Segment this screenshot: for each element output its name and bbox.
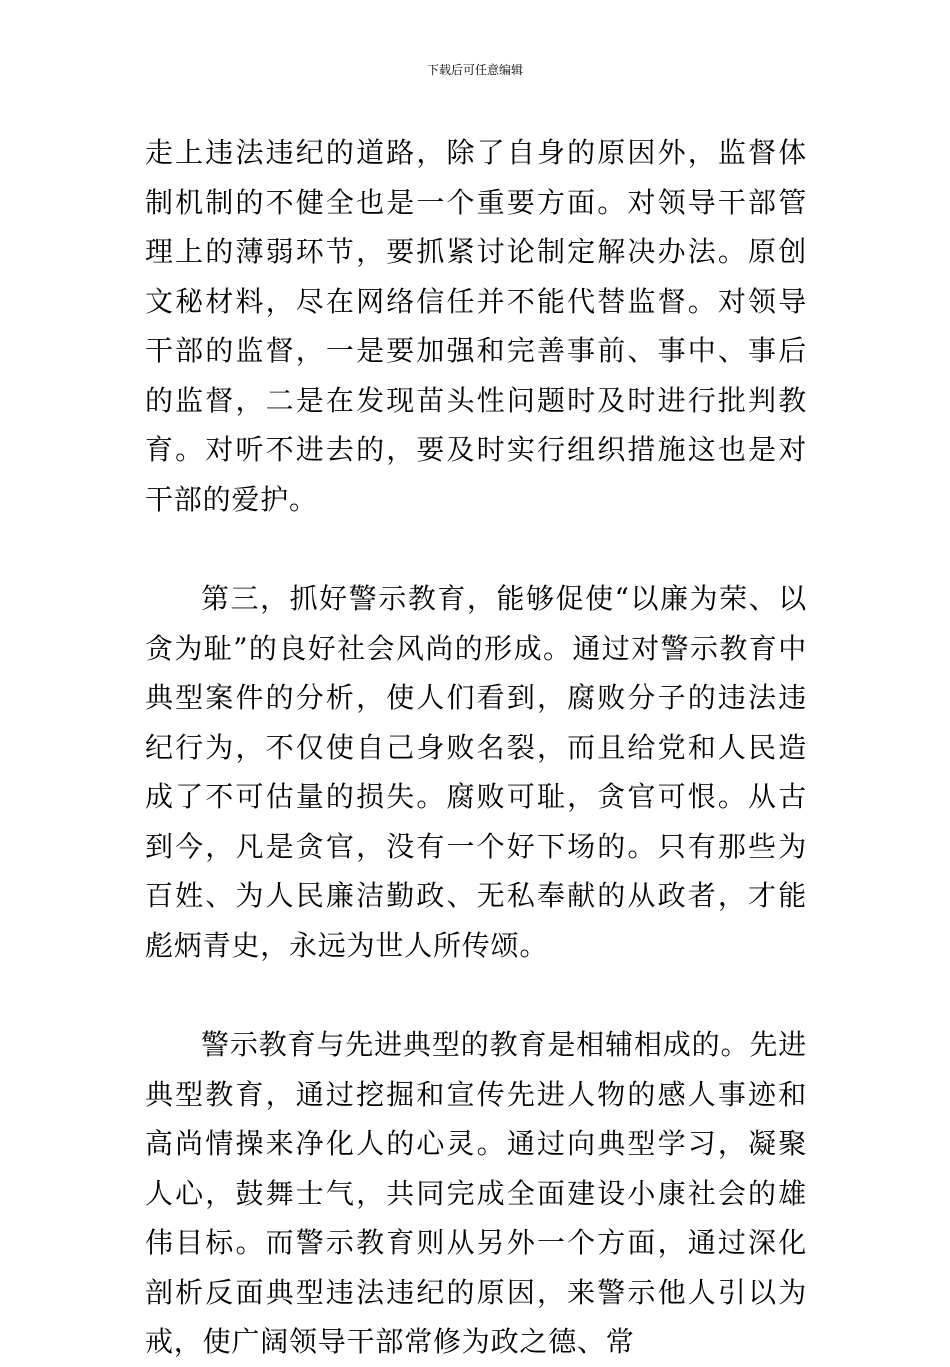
paragraph-advanced-models: 警示教育与先进典型的教育是相辅相成的。先进典型教育，通过挖掘和宣传先进人物的感人事迹和高尚情操来净化人的心灵。通过向典型学习，凝聚人心，鼓舞士气，共同完成全面建设小康社会的雄伟目标。而警示教育则从另外一个方面，通过深化剖析反面典型违法违纪的原因，来警示他人引以为戒，使广阔领导干部常修为政之德、常 (145, 1028, 807, 1358)
paragraph-gap (145, 524, 807, 574)
paragraph-gap (145, 970, 807, 1020)
paragraph-continuation: 走上违法违纪的道路，除了自身的原因外，监督体制机制的不健全也是一个重要方面。对领导干部管理上的薄弱环节，要抓紧讨论制定解决办法。原创文秘材料，尽在网络信任并不能代替监督。对领导干部的监督，一是要加强和完善事前、事中、事后的监督，二是在发现苗头性问题时及时进行批判教育。对听不进去的，要及时实行组织措施这也是对干部的爱护。 (145, 136, 807, 516)
document-body (145, 128, 807, 1367)
paragraph-warning-education: 第三，抓好警示教育，能够促使“以廉为荣、以贪为耻”的良好社会风尚的形成。通过对警示教育中典型案件的分析，使人们看到，腐败分子的违法违纪行为，不仅使自己身败名裂，而且给党和人民造成了不可估量的损失。腐败可耻，贪官可恨。从古到今，凡是贪官，没有一个好下场的。只有那些为百姓、为人民廉洁勤政、无私奉献的从政者，才能彪炳青史，永远为世人所传颂。 (145, 582, 807, 962)
page-header: 下载后可任意编辑 (426, 63, 523, 77)
